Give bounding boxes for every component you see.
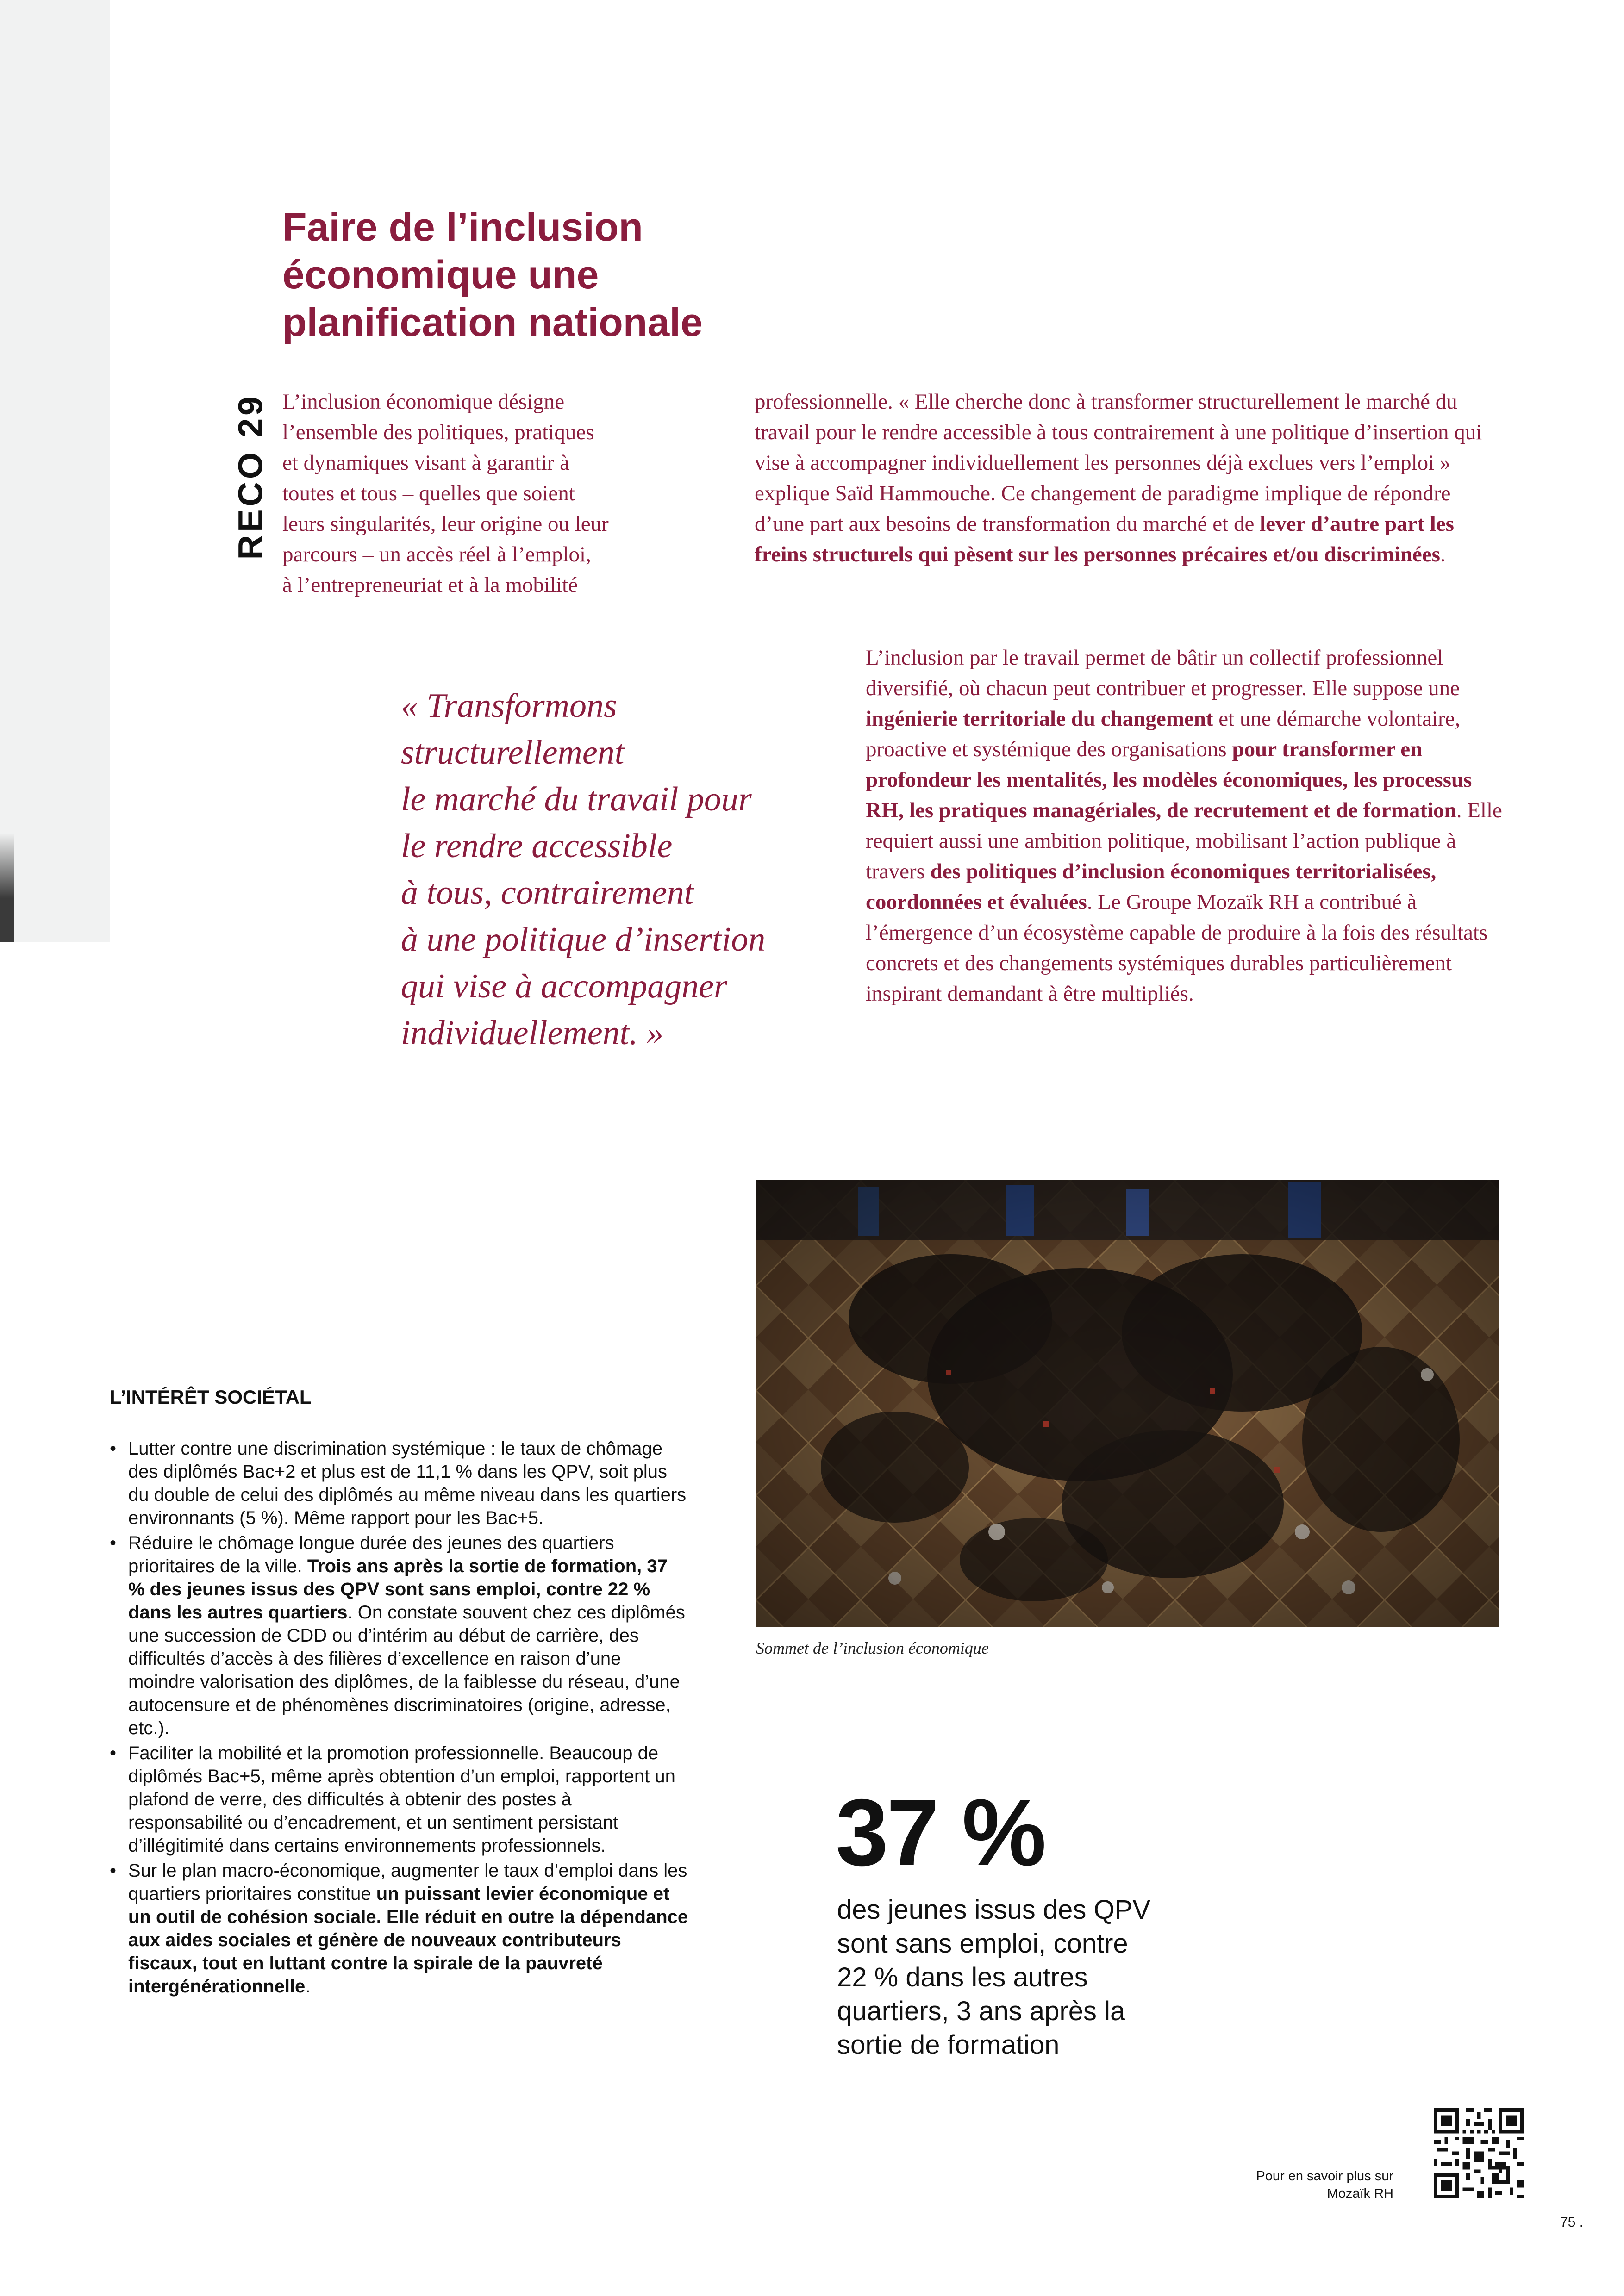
reco-label: [225, 389, 276, 565]
key-figure-line: sont sans emploi, contre: [837, 1929, 1128, 1959]
section-title: L’INTÉRÊT SOCIÉTAL: [110, 1386, 312, 1408]
key-figure-line: 22 % dans les autres: [837, 1962, 1088, 1992]
pull-quote-line: individuellement. »: [401, 1014, 664, 1052]
left-margin-strip: [0, 0, 110, 942]
intro-paragraph: [282, 386, 745, 600]
body-text: professionnelle. « Elle cherche donc à transformer structurellement le marché du travail pour le rendre accessible à tous contrairement à une politique d’insertion qui vise à accompagner individuellement les personnes déjà exclues vers l’emploi » explique Saïd Hammouche. Ce changement de paradigme implique de répondre d’une part aux besoins de transformation du marché et de: [755, 390, 1482, 536]
key-figure-description: [837, 1893, 1254, 2062]
body-text: .: [1440, 542, 1446, 566]
key-figure-line: quartiers, 3 ans après la: [837, 1996, 1125, 2026]
key-figure-line: sortie de formation: [837, 2030, 1060, 2060]
pull-quote-line: à une politique d’insertion: [401, 921, 766, 958]
list-item-text: Sur le plan macro-économique, augmenter le taux d’emploi dans les quartiers prioritaires constitue: [128, 1860, 687, 1904]
pull-quote-line: le rendre accessible: [401, 827, 673, 865]
qr-caption-line: Mozaïk RH: [1327, 2186, 1393, 2201]
qr-caption-line: Pour en savoir plus sur: [1256, 2169, 1393, 2184]
intro-line: à l’entrepreneuriat et à la mobilité: [282, 573, 578, 597]
qr-caption: [1167, 2167, 1393, 2203]
list-item: [110, 1531, 688, 1740]
body-paragraph: [866, 642, 1505, 1009]
pull-quote-line: qui vise à accompagner: [401, 967, 727, 1005]
event-photo-image: [756, 1180, 1499, 1627]
pull-quote: [401, 683, 818, 1057]
intro-line: parcours – un accès réel à l’emploi,: [282, 542, 591, 566]
intro-line: toutes et tous – quelles que soient: [282, 481, 575, 505]
qr-code-icon-graphic: [1434, 2108, 1524, 2198]
page-title-line-2: économique une: [282, 253, 599, 297]
event-photo: [756, 1180, 1499, 1627]
pull-quote-line: « Transformons: [401, 687, 617, 725]
body-emphasis: ingénierie territoriale du changement: [866, 707, 1213, 731]
body-text: et une démarche volontaire, proactive et systémique des organisations: [866, 707, 1461, 761]
list-item-emphasis: un puissant levier économique et un outil de cohésion sociale. Elle réduit en outre la dépendance aux aides sociales et génère de nouveaux contributeurs fiscaux, tout en luttant contre la spirale de la pauvreté intergénérationnelle: [128, 1884, 688, 1997]
list-item: [110, 1742, 688, 1857]
qr-code-icon[interactable]: [1434, 2108, 1524, 2198]
list-item-text: .: [305, 1976, 311, 1997]
list-item-text: Réduire le chômage longue durée des jeunes des quartiers prioritaires de la ville.: [128, 1533, 614, 1576]
list-item: [110, 1437, 688, 1530]
list-item-text: Lutter contre une discrimination systémique : le taux de chômage des diplômés Bac+2 et plus est de 11,1 % dans les QPV, soit plus du double de celui des diplômés au même niveau dans les quartiers environnants (5 %). Même rapport pour les Bac+5.: [128, 1438, 687, 1528]
body-emphasis: lever d’autre part les freins structurels qui pèsent sur les personnes précaires et/ou discriminées: [755, 512, 1454, 566]
pull-quote-line: le marché du travail pour: [401, 780, 752, 818]
intro-line: L’inclusion économique désigne: [282, 390, 565, 414]
page-number: 75 .: [1560, 2215, 1584, 2230]
page-title: [282, 204, 884, 347]
intro-line: l’ensemble des politiques, pratiques: [282, 420, 594, 444]
list-item-text: Faciliter la mobilité et la promotion professionnelle. Beaucoup de diplômés Bac+5, même après obtention d’un emploi, rapportent un plafond de verre, des difficultés à obtenir des postes à responsabilité ou d’encadrement, et un sentiment persistant d’illégitimité dans certains environnements professionnels.: [128, 1743, 675, 1856]
body-text: . Elle requiert aussi une ambition politique, mobilisant l’action publique à travers: [866, 798, 1502, 884]
intro-line: leurs singularités, leur origine ou leur: [282, 512, 609, 536]
body-emphasis: pour transformer en profondeur les mentalités, les modèles économiques, les processus RH, les pratiques managériales, de recrutement et de formation: [866, 737, 1472, 822]
pull-quote-line: à tous, contrairement: [401, 874, 694, 912]
list-item: [110, 1859, 688, 1998]
page-title-line-3: planification nationale: [282, 300, 703, 345]
photo-caption: Sommet de l’inclusion économique: [756, 1639, 989, 1657]
reco-label-text: RECO 29: [231, 393, 270, 560]
pull-quote-line: structurellement: [401, 734, 625, 772]
list-item-emphasis: Trois ans après la sortie de formation, 37 % des jeunes issus des QPV sont sans emploi, contre 22 % dans les autres quartiers: [128, 1556, 668, 1623]
benefits-list: [110, 1437, 688, 2000]
list-item-text: . On constate souvent chez ces diplômés une succession de CDD ou d’intérim au début de carrière, des difficultés d’accès à des filières d’excellence en raison d’une moindre valorisation des diplômes, de la faiblesse du réseau, d’une autocensure et de phénomènes discriminatoires (origine, adresse, etc.).: [128, 1602, 685, 1738]
intro-line: et dynamiques visant à garantir à: [282, 451, 569, 475]
left-margin-photo-edge: [0, 833, 14, 942]
body-text: . Le Groupe Mozaïk RH a contribué à l’émergence d’un écosystème capable de produire à la fois des résultats concrets et des changements systémiques durables particulièrement inspirant demandant à être multipliés.: [866, 890, 1488, 1006]
key-figure-line: des jeunes issus des QPV: [837, 1895, 1151, 1925]
body-text: L’inclusion par le travail permet de bâtir un collectif professionnel diversifié, où chacun peut contribuer et progresser. Elle suppose une: [866, 646, 1460, 700]
key-figure: 37 %: [836, 1780, 1045, 1885]
page-title-line-1: Faire de l’inclusion: [282, 205, 643, 249]
body-paragraph-continued: [755, 386, 1505, 570]
body-emphasis: des politiques d’inclusion économiques territorialisées, coordonnées et évaluées: [866, 859, 1437, 914]
